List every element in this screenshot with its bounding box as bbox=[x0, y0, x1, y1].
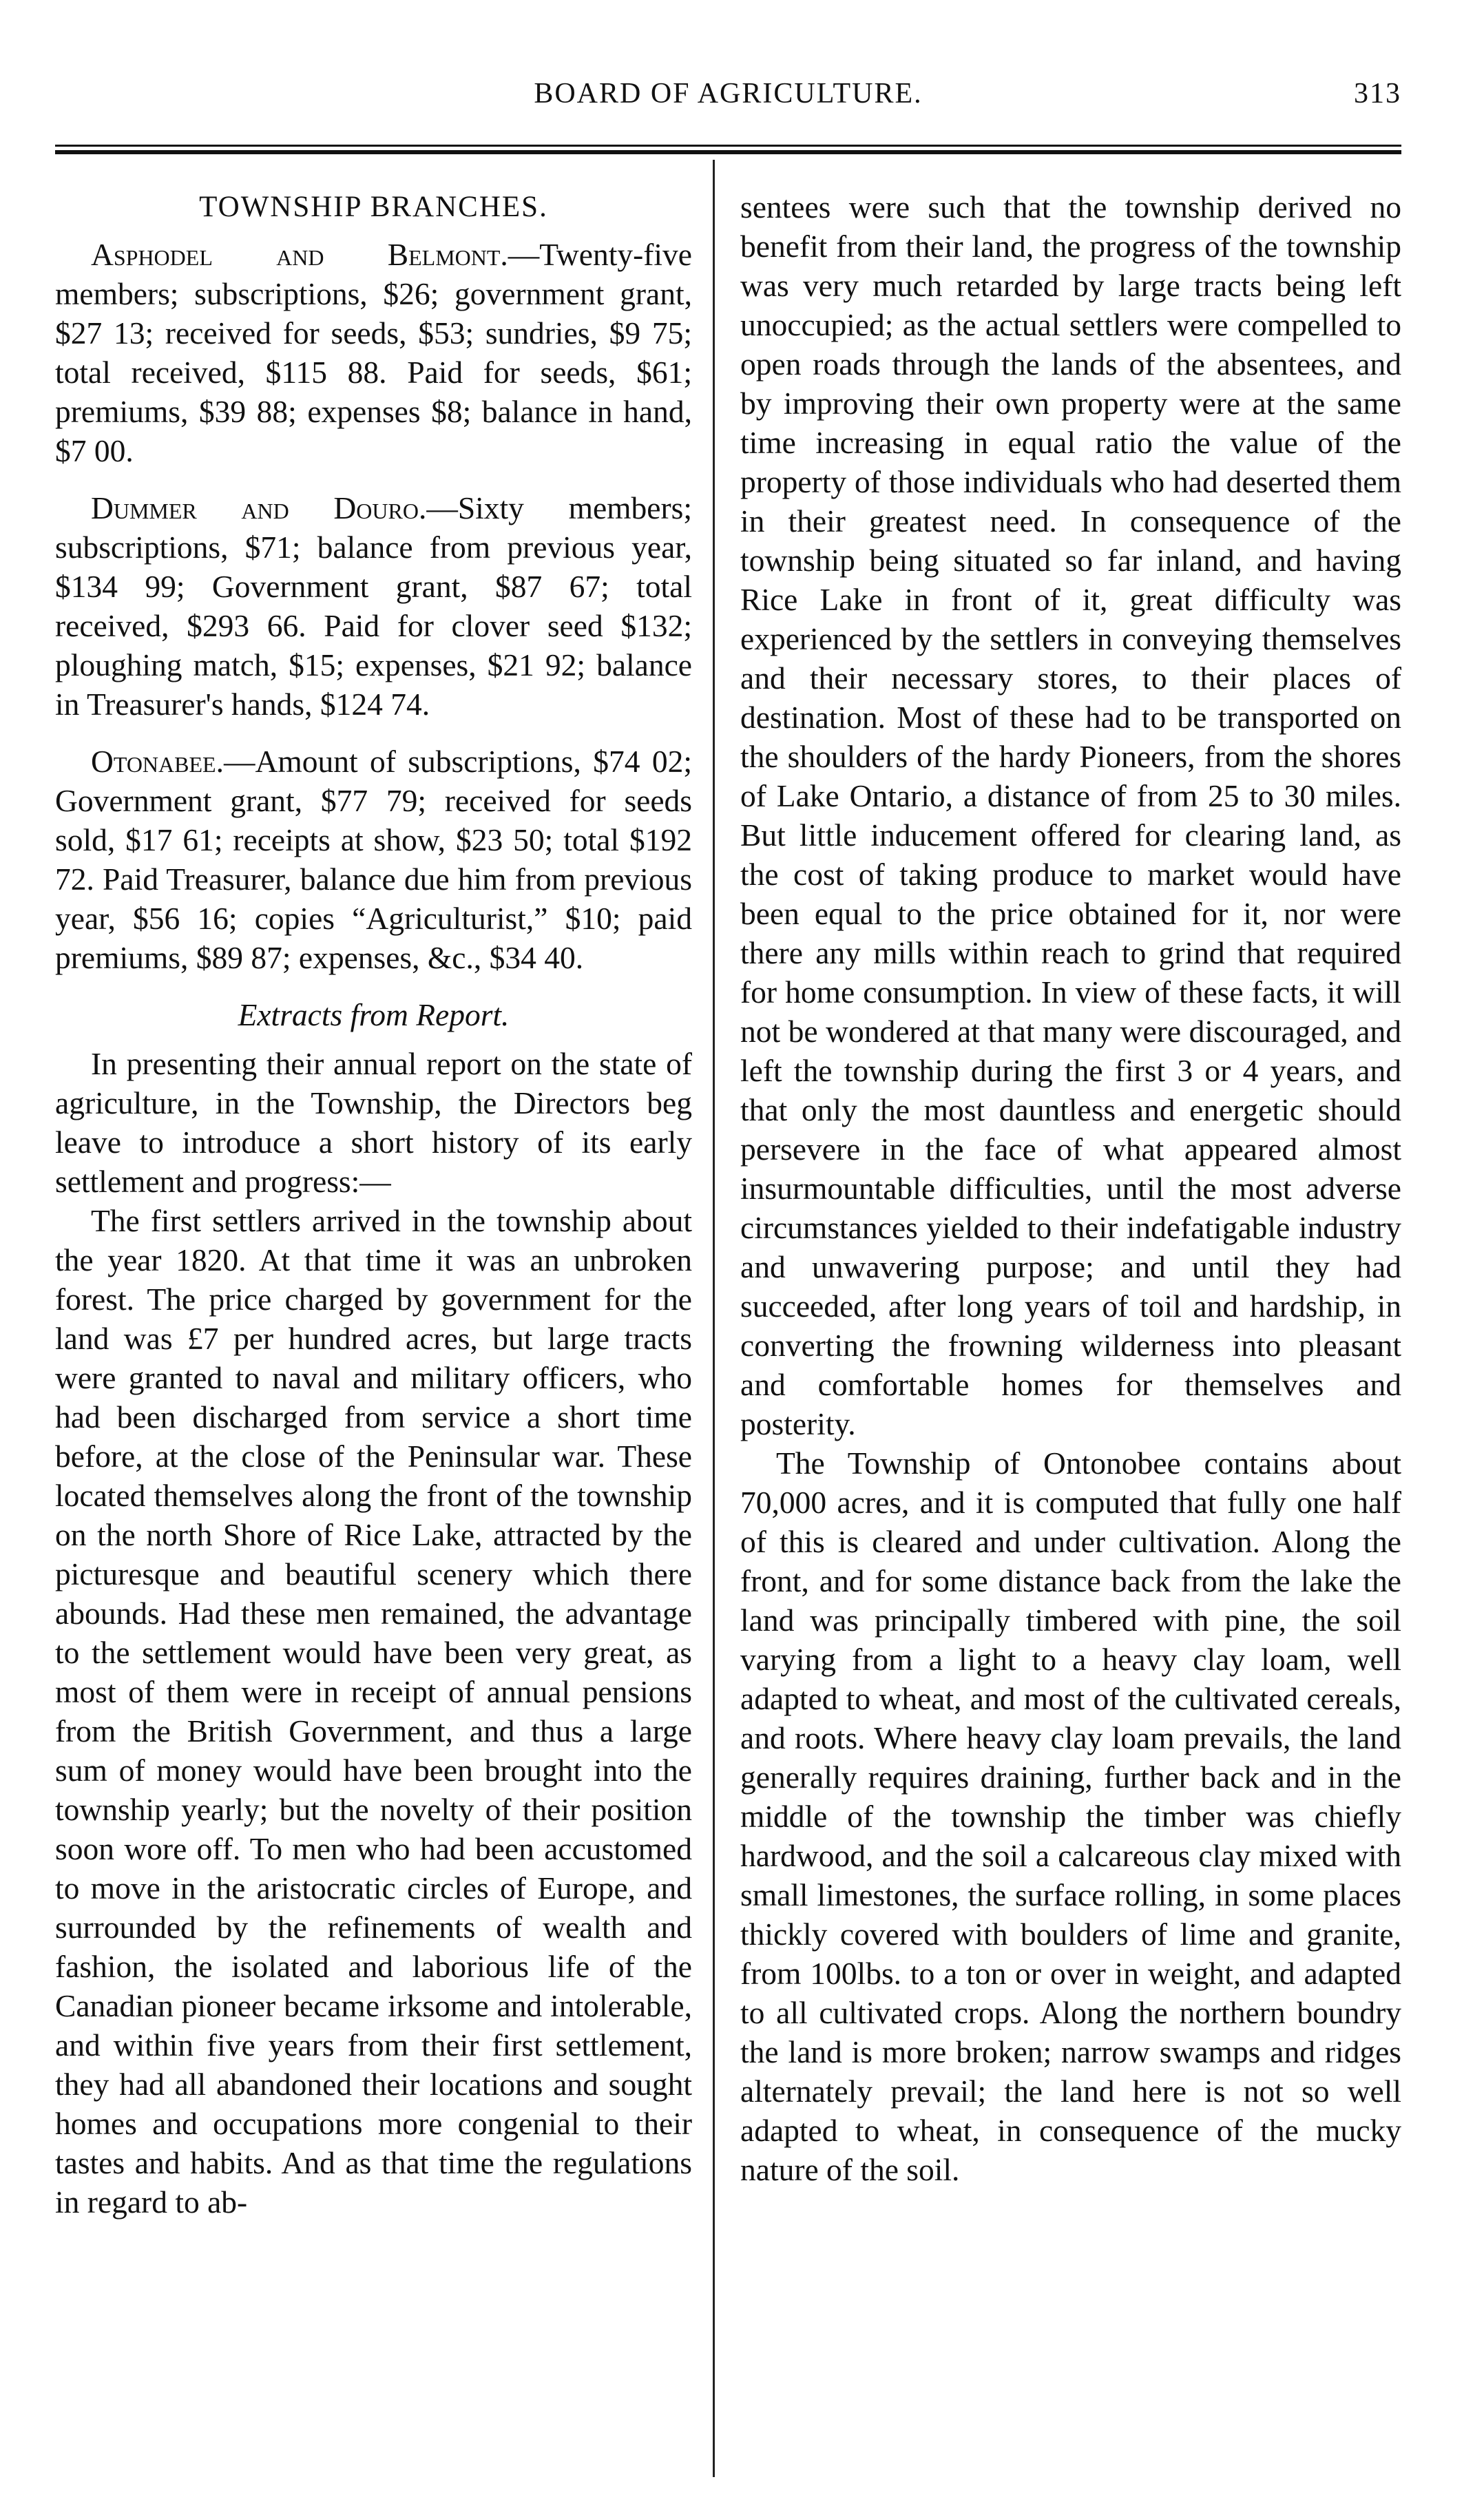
report-intro: In presenting their annual report on the state of agriculture, in the Township, the Directors beg leave to introduce a short history of its early settlement and progress:— bbox=[55, 1046, 692, 1199]
asphodel-text: —Twenty-five members; subscriptions, $26; government grant, $27 13; received for seeds, $53; sundries, $9 75; total received, $115 88. Paid for seeds, $61; premiums, $39 88; expenses $8; balance in hand, $7 00. bbox=[55, 237, 692, 468]
continuation-paragraph: sentees were such that the township derived no benefit from their land, the progress of the township was very much retarded by large tracts being left unoccupied; as the actual settlers were compelled to open roads through the lands of the absentees, and by improving their own property were at the same time increasing in equal ratio the value of the property of those individuals who had deserted them in their greatest need. In consequence of the township being situated so far inland, and having Rice Lake in front of it, great difficulty was experienced by the settlers in conveying themselves and their necessary stores, to their places of destination. Most of these had to be transported on the shoulders of the hardy Pioneers, from the shores of Lake Ontario, a distance of from 25 to 30 miles. But little inducement offered for clearing land, as the cost of taking produce to market would have been equal to the price obtained for it, nor were there any mills within reach to grind that required for home consumption. In view of these facts, it will not be wondered at that many were discouraged, and left the township during the first 3 or 4 years, and that only the most dauntless and energetic should persevere in the face of what appeared almost insurmountable difficulties, until the most adverse circumstances yielded to their indefatigable industry and unwavering purpose; and until they had succeeded, after long years of toil and hardship, in converting the frowning wilderness into pleasant and comfortable homes for themselves and posterity. bbox=[740, 189, 1401, 1441]
left-column bbox=[55, 187, 692, 2481]
header-rule bbox=[55, 145, 1401, 154]
dummer-paragraph bbox=[55, 488, 692, 724]
column-divider bbox=[713, 160, 715, 2477]
extracts-heading: Extracts from Report. bbox=[238, 997, 510, 1032]
running-head bbox=[55, 77, 1401, 125]
right-column bbox=[740, 187, 1401, 2481]
dummer-text: —Sixty members; subscriptions, $71; balance from previous year, $134 99; Government grant, $87 67; total received, $293 66. Paid for clover seed $132; ploughing match, $15; expenses, $21 92; balance in Treasurer's hands, $124 74. bbox=[55, 490, 692, 722]
asphodel-name: Asphodel and Belmont. bbox=[91, 237, 508, 272]
page-number: 313 bbox=[1354, 78, 1401, 109]
running-title: BOARD OF AGRICULTURE. bbox=[534, 78, 923, 109]
otonabee-text: —Amount of subscriptions, $74 02; Government grant, $77 79; received for seeds sold, $17 61; receipts at show, $23 50; total $192 72. Paid Treasurer, balance due him from previous year, $56 16; copies “Agriculturist,” $10; paid premiums, $89 87; expenses, &c., $34 40. bbox=[55, 744, 692, 975]
otonabee-paragraph bbox=[55, 742, 692, 977]
dummer-name: Dummer and Douro. bbox=[91, 490, 427, 525]
report-history: The first settlers arrived in the township about the year 1820. At that time it was an unbroken forest. The price charged by government for the land was £7 per hundred acres, but large tracts were granted to naval and military officers, who had been discharged from service a short time before, at the close of the Peninsular war. These located themselves along the front of the township on the north Shore of Rice Lake, attracted by the picturesque and beautiful scenery which there abounds. Had these men remained, the advantage to the settlement would have been very great, as most of them were in receipt of annual pensions from the British Government, and thus a large sum of money would have been brought into the township yearly; but the novelty of their position soon wore off. To men who had been accustomed to move in the aristocratic circles of Europe, and surrounded by the refinements of wealth and fashion, the isolated and laborious life of the Canadian pioneer became irksome and intolerable, and within five years from their first settlement, they had all abandoned their locations and sought homes and occupations more congenial to their tastes and habits. And as that time the regulations in regard to ab- bbox=[55, 1203, 692, 2220]
otonabee-name: Otonabee. bbox=[91, 744, 224, 779]
section-title: TOWNSHIP BRANCHES. bbox=[199, 191, 548, 223]
asphodel-paragraph bbox=[55, 235, 692, 470]
ontonobee-paragraph: The Township of Ontonobee contains about 70,000 acres, and it is computed that fully one half of this is cleared and under cultivation. Along the front, and for some distance back from the lake the land was principally timbered with pine, the soil varying from a light to a heavy clay loam, well adapted to wheat, and most of the cultivated cereals, and roots. Where heavy clay loam prevails, the land generally requires draining, further back and in the middle of the township the timber was chiefly hardwood, and the soil a calcareous clay mixed with small limestones, the surface rolling, in some places thickly covered with boulders of lime and granite, from 100lbs. to a ton or over in weight, and adapted to all cultivated crops. Along the northern boundry the land is more broken; narrow swamps and ridges alternately prevail; the land here is not so well adapted to wheat, in consequence of the mucky nature of the soil. bbox=[740, 1445, 1401, 2187]
